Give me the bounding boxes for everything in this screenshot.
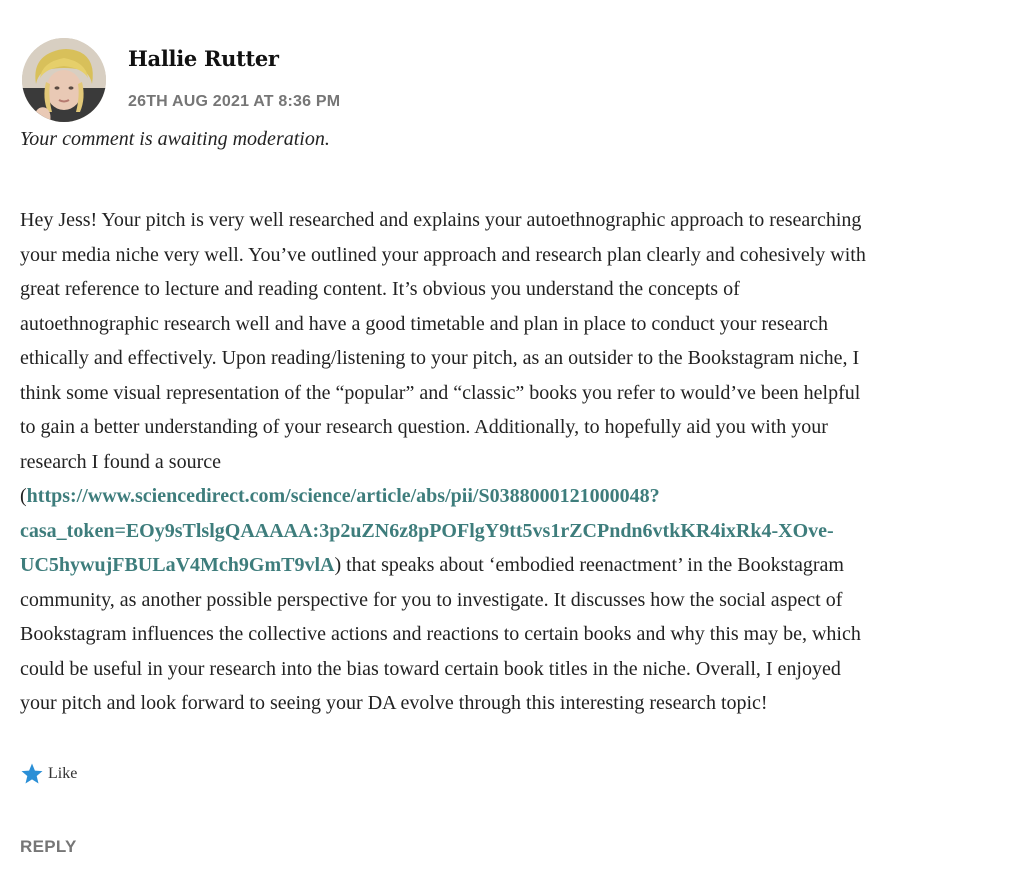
moderation-notice: Your comment is awaiting moderation. xyxy=(20,128,330,150)
star-icon xyxy=(20,762,44,786)
link-line xyxy=(20,479,970,514)
avatar[interactable] xyxy=(22,38,106,122)
like-label: Like xyxy=(48,765,78,782)
comment-line: community, as another possible perspective for you to investigate. It discusses how the social aspect of xyxy=(20,588,843,611)
comment-line: to gain a better understanding of your research question. Additionally, to hopefully aid you with your xyxy=(20,416,828,438)
comment-text-after-link: ) that speaks about ‘embodied reenactment’ in the Bookstagram xyxy=(334,554,844,576)
comment-line: research I found a source xyxy=(20,450,222,473)
avatar-photo xyxy=(22,38,106,122)
comment-line: Hey Jess! Your pitch is very well researched and explains your autoethnographic approach to researching xyxy=(20,209,862,231)
comment-author[interactable]: Hallie Rutter xyxy=(128,46,279,71)
like-button[interactable] xyxy=(20,762,77,786)
link-line xyxy=(20,548,970,583)
comment-date[interactable]: 26TH AUG 2021 AT 8:36 PM xyxy=(128,93,341,110)
comment-body xyxy=(20,203,970,721)
source-link-part[interactable]: UC5hywujFBULaV4Mch9GmT9vlA xyxy=(20,554,335,576)
comment-line: ethically and effectively. Upon reading/listening to your pitch, as an outsider to the Bookstagram niche, I xyxy=(20,347,860,369)
source-link-part[interactable]: casa_token=EOy9sTlslgQAAAAA:3p2uZN6z8pPOFlgY9tt5vs1rZCPndn6vtkKR4ixRk4-XOve- xyxy=(20,519,834,542)
comment-line: autoethnographic research well and have a good timetable and plan in place to conduct your research xyxy=(20,312,828,335)
comment-line: Bookstagram influences the collective actions and reactions to certain books and why this may be, which xyxy=(20,623,861,645)
comment-line: your media niche very well. You’ve outlined your approach and research plan clearly and cohesively with xyxy=(20,243,866,266)
comment-line: think some visual representation of the “popular” and “classic” books you refer to would’ve been helpful xyxy=(20,381,861,404)
comment-line: great reference to lecture and reading content. It’s obvious you understand the concepts of xyxy=(20,278,740,300)
link-line xyxy=(20,514,970,549)
reply-button[interactable]: REPLY xyxy=(20,837,77,856)
open-paren: ( xyxy=(20,485,27,507)
comment-line: your pitch and look forward to seeing your DA evolve through this interesting research topic! xyxy=(20,692,768,714)
source-link-part[interactable]: https://www.sciencedirect.com/science/article/abs/pii/S0388000121000048? xyxy=(26,485,660,507)
comment-line: could be useful in your research into the bias toward certain book titles in the niche. Overall, I enjoyed xyxy=(20,657,841,680)
